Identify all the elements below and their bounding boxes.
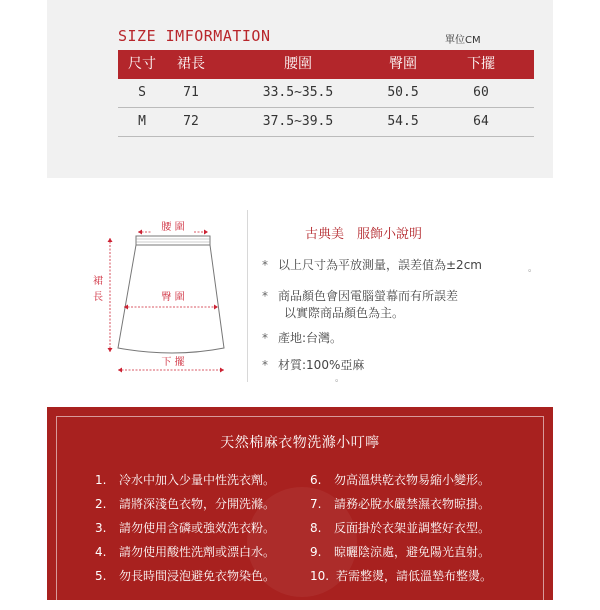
header-hem: 下擺 xyxy=(467,56,495,72)
header-size: 尺寸 xyxy=(128,56,156,72)
note-item xyxy=(262,330,342,347)
size-table-header xyxy=(118,50,534,79)
cell-hem: 64 xyxy=(473,114,489,129)
header-hip: 臀圍 xyxy=(389,56,417,72)
size-title: SIZE IMFORMATION xyxy=(118,27,271,45)
note-item xyxy=(262,257,482,274)
asterisk-icon: * xyxy=(262,358,268,372)
cell-skirt-length: 71 xyxy=(183,85,199,100)
header-waist: 腰圍 xyxy=(284,56,312,72)
cell-hip: 50.5 xyxy=(387,85,419,100)
care-title: 天然棉麻衣物洗滌小叮嚀 xyxy=(220,435,380,451)
note-text: 材質:100%亞麻 xyxy=(278,358,365,372)
care-item: 2. 請將深淺色衣物，分開洗滌。 xyxy=(95,497,276,511)
note-text: 以上尺寸為平放測量，誤差值為±2cm xyxy=(278,258,482,272)
care-item: 4. 請勿使用酸性洗劑或漂白水。 xyxy=(95,545,276,559)
care-item: 9. 晾曬陰涼處，避免陽光直射。 xyxy=(310,545,491,559)
header-skirt-length: 裙長 xyxy=(177,56,205,72)
cell-hip: 54.5 xyxy=(387,114,419,129)
note-text: 產地:台灣。 xyxy=(278,331,343,345)
dot-mark: 。 xyxy=(335,374,345,384)
length-label-1: 裙 xyxy=(93,276,103,287)
size-table xyxy=(118,50,534,137)
length-label-2: 長 xyxy=(93,292,103,303)
cell-size: S xyxy=(138,85,146,100)
description-title: 古典美 服飾小說明 xyxy=(305,227,423,242)
care-item: 10. 若需整燙，請低溫墊布整燙。 xyxy=(310,569,493,583)
vertical-divider xyxy=(247,210,248,382)
size-information-panel xyxy=(47,0,553,178)
note-item xyxy=(262,357,364,374)
cell-size: M xyxy=(138,114,146,129)
cell-skirt-length: 72 xyxy=(183,114,199,129)
note-text: 商品顏色會因電腦螢幕而有所誤差 xyxy=(278,289,459,303)
care-item: 6. 勿高溫烘乾衣物易縮小變形。 xyxy=(310,473,491,487)
skirt-waistband xyxy=(136,236,210,245)
asterisk-icon: * xyxy=(262,331,268,345)
dot-mark: 。 xyxy=(528,264,538,274)
note-item xyxy=(262,288,458,322)
cell-waist: 37.5~39.5 xyxy=(262,114,334,129)
waist-label: 腰 圍 xyxy=(161,222,185,233)
care-instructions-panel xyxy=(47,407,553,600)
note-text-continued: 以實際商品顏色為主。 xyxy=(284,306,405,320)
care-item: 8. 反面掛於衣架並調整好衣型。 xyxy=(310,521,491,535)
care-item: 5. 勿長時間浸泡避免衣物染色。 xyxy=(95,569,276,583)
care-item: 7. 請務必脫水嚴禁濕衣物晾掛。 xyxy=(310,497,491,511)
hip-label: 臀 圍 xyxy=(161,292,185,303)
cell-hem: 60 xyxy=(473,85,489,100)
table-row xyxy=(118,108,534,137)
unit-label: 單位CM xyxy=(445,35,481,46)
asterisk-icon: * xyxy=(262,258,268,272)
cell-waist: 33.5~35.5 xyxy=(262,85,334,100)
asterisk-icon: * xyxy=(262,289,268,303)
care-item: 1. 冷水中加入少量中性洗衣劑。 xyxy=(95,473,276,487)
table-row xyxy=(118,79,534,108)
care-item: 3. 請勿使用含磷或強效洗衣粉。 xyxy=(95,521,276,535)
hem-label: 下 擺 xyxy=(161,357,185,368)
skirt-measurement-diagram xyxy=(88,212,238,382)
